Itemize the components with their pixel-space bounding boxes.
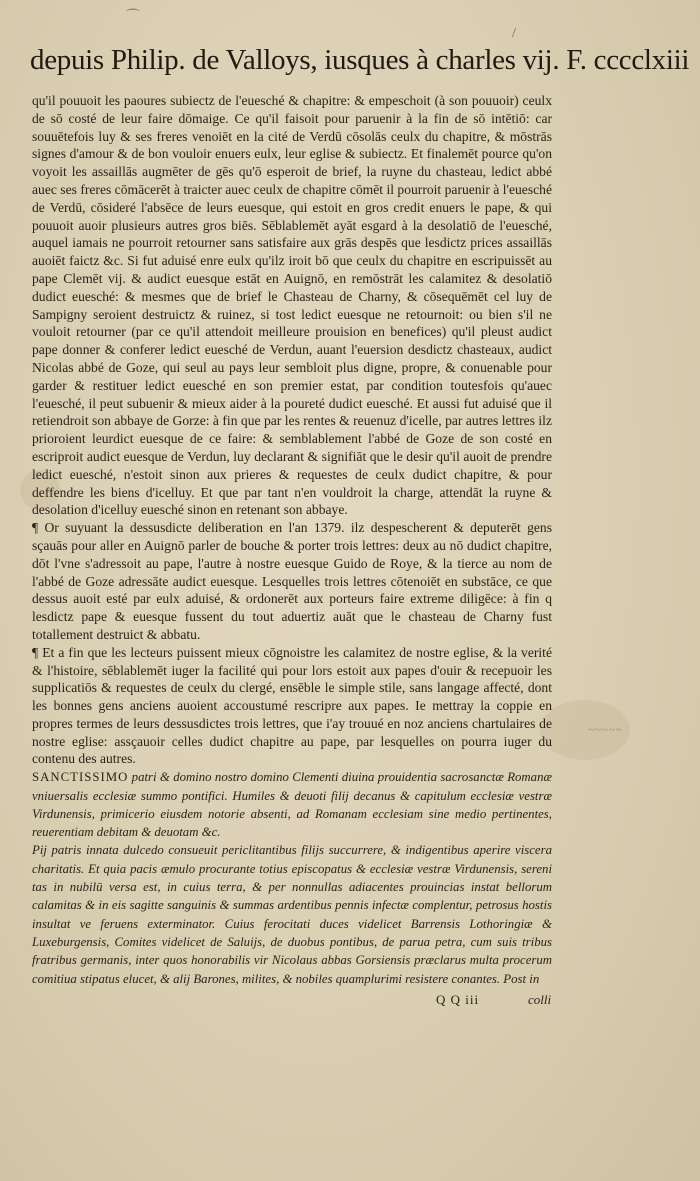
corner-mark: ⌒ <box>126 10 140 25</box>
paragraph: ¶ Et a fin que les lecteurs puissent mieux cōgnoistre les calamitez de nostre eglise, & la verité & l'histoire, sēblablemēt iuger la facilité qui pour lors estoit aux papes d'ouir & recepuoir les supplicatiōs & requestes de ceulx du clergé, ensēble le simple stile, sans langage affecté, dont les bonnes gens anciens auoient accoustumé rescripre aux papes. Ie mettray la coppie en propres termes de leurs dessusdictes trois lettres, que i'ay trouué en noz anciens chartulaires de nostre eglise: assçauoir celles dudict chapitre au pape, par lesquelles on pourra iuger du contenu des autres. <box>32 644 552 767</box>
salutation-capitals: SANCTISSIMO <box>32 770 129 785</box>
latin-letter-body: Pij patris innata dulcedo consueuit periclitantibus filijs succurrere, & indigentibus aperire viscera charitatis. Et quia pacis æmulo procurante totius episcopatus & ecclesiæ vestræ Virdunensis, sereni tas in nubilū versa est, in cuius terra, & per nonnullas adiacentes prouincias instat bellorum calamitas & in eis sagitte sanguinis & summas ardentibus pennis infectæ complentur, petrosus hostis insultat ve feruens exterminator. Cuius ferocitati duces videlicet Barrensis Lothoringiæ & Luxeburgensis, Comites videlicet de Saluijs, de duobus pontibus, de parua petra, cum suis tribus fratribus germanis, inter quos honorabilis vir Nicolaus abbas Gorsiensis præclarus multa procerum comitiua stipatus elucet, & alij Barones, milites, & nobiles quamplurimi resistere conantes. Post in <box>32 843 552 986</box>
margin-note: ~~~~~ <box>588 724 623 736</box>
running-head: depuis Philip. de Valloys, iusques à charles vij. F. cccclxiii <box>30 44 690 76</box>
catchword: colli <box>528 992 552 1007</box>
salutation-text: patri & domino nostro domino Clementi diuina prouidentia sacrosanctæ Romanæ vniuersalis ecclesiæ summo pontifici. Humiles & deuoti filij decanus & capitulum ecclesiæ vestræ Virdunensis, primicerio eiusdem notorie absenti, ad Romanam ecclesiam sine medio pertinentes, reuerentiam debitam & deuotam &c. <box>32 770 552 840</box>
paragraph: qu'il pouuoit les paoures subiectz de l'euesché & chapitre: & empeschoit (à son pouuoir) ceulx de sō costé de leur faire dōmaige. Ce qu'il faisoit pour paruenir à la fin de sō intētiō: car souuētefois luy & ses freres venoiēt en la cité de Verdū cōsolās ceulx du chapitre, & mōstrās signes d'amour & de bon vouloir enuers eulx, leur eglise & subiectz. Et finalemēt pource qu'on voyoit les assaillās augmēter de gēs qu'ō esperoit de brief, la ruyne du chasteau, ledict abbé auec ses freres cōmācerēt à traicter auec ceulx de chapitre cōmēt il pourroit paruenir à l'euesché de Verdū, cōsideré l'absēce de leurs euesque, qui estoit en gros credit enuers le pape, & qui pouuoit auoir plusieurs autres gros biēs. Sēblablemēt ayāt esgard à la desolatiō de l'euesché, auquel iamais ne pourroit retourner sans satisfaire aux grās despēs que lesdictz prices assaillās auoiēt faictz &c. Si fut aduisé enre eulx qu'ilz iroit bō que ceulx du chapitre en escripuissēt au pape Clemēt vij. & audict euesque estāt en Auignō, en remōstrāt les calamitez & desolatiō dudict euesché: & mesmes que de brief le Chasteau de Charny, & cōsequēmēt cel luy de Sampigny seroient destruictz & ruinez, si tost ledict euesque ne retournoit: ou bien s'il ne vouloit retourner (par ce qu'il attendoit meilleure prouision en benefices) qu'il pleust audict pape donner & conferer ledict euesché de Verdun, auant l'euersion desdictz chasteaux, audict Nicolas abbé de Goze, qui seul au pays leur sembloit plus digne, propre, & conuenable pour garder & restituer ledict euesché en son premier estat, par condition toutesfois qu'auec l'euesché, il peut subuenir & mieux aider à la poureté dudict euesché. Et aussi fut aduisé que il retiendroit son abbaye de Gorze: à fin que par les rentes & reuenuz d'icelle, par autres lettres ilz prioroient leurdict euesque de ce faire: & semblablement l'abbé de Goze de son costé en escriproit audict euesque de Verdun, luy declarant & signifiāt que le desir qu'il auoit de prendre ledict euesché, n'estoit sinon aux prieres & requestes de ceulx dudict chapitre, & pour deffendre les biens d'icelluy. Et que par tant n'en vouldroit la charge, attendāt la ruyne & desolation d'icelluy euesché sinon en retenant son abbaye. <box>32 93 552 518</box>
latin-salutation <box>32 768 552 841</box>
signature-mark: Q Q iii <box>436 992 480 1007</box>
corner-slash: / <box>512 26 516 41</box>
paragraph: ¶ Or suyuant la dessusdicte deliberation en l'an 1379. ilz despescherent & deputerēt gens sçauās pour aller en Auignō parler de bouche & porter trois lettres: deux au nō dudict chapitre, dōt l'vne s'adressoit au pape, l'autre à nostre euesque Guido de Roye, & la tierce au nom de l'abbé de Goze adressāte audict euesque. Lesquelles trois lettres cōtenoiēt en substāce, ce que dessus auoit esté par eulx aduisé, & ordonerēt aux porteurs faire extreme diligēce: à fin q lesdictz pape & euesque fussent du tout aduertiz auāt que le chasteau de Charny fust totallement destruict & abbatu. <box>32 520 552 642</box>
main-text-block <box>32 92 552 988</box>
